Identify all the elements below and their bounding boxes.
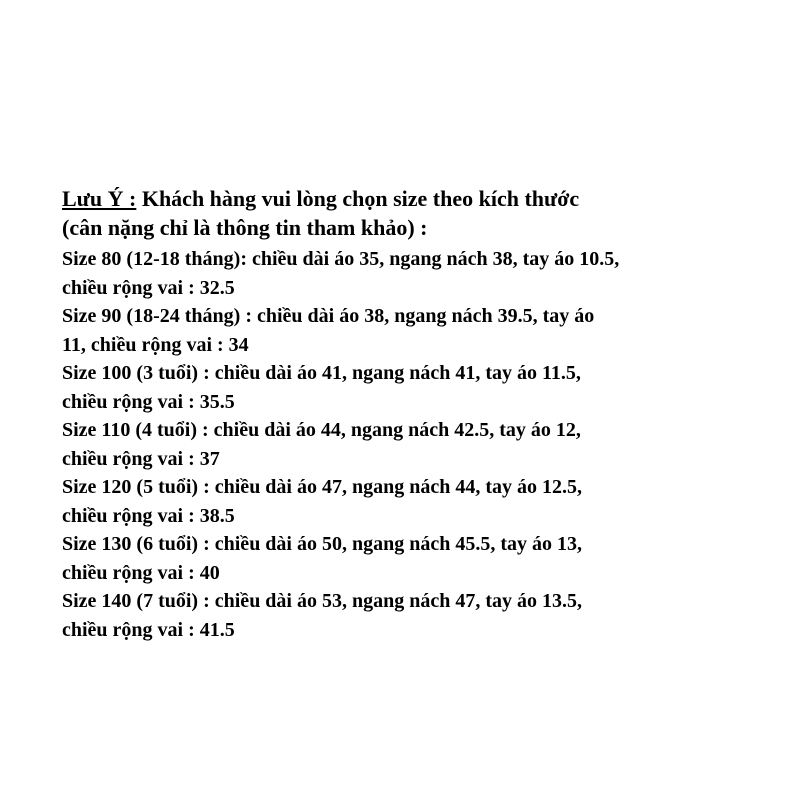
size-entry-line: chiều rộng vai : 38.5 bbox=[62, 504, 235, 527]
size-entry-110 bbox=[62, 416, 762, 473]
size-entry-line: Size 100 (3 tuổi) : chiều dài áo 41, ngang nách 41, tay áo 11.5, bbox=[62, 362, 581, 384]
size-entry-line: Size 110 (4 tuổi) : chiều dài áo 44, ngang nách 42.5, tay áo 12, bbox=[62, 419, 581, 441]
size-list bbox=[62, 245, 762, 644]
size-entry-line: chiều rộng vai : 40 bbox=[62, 561, 220, 584]
note-heading bbox=[62, 184, 762, 242]
note-line-1 bbox=[62, 184, 762, 213]
size-entry-line: Size 130 (6 tuổi) : chiều dài áo 50, ngang nách 45.5, tay áo 13, bbox=[62, 533, 583, 555]
size-entry-line: Size 90 (18-24 tháng) : chiều dài áo 38, ngang nách 39.5, tay áo bbox=[62, 305, 595, 327]
size-entry-line: chiều rộng vai : 35.5 bbox=[62, 390, 235, 413]
size-entry-line: chiều rộng vai : 37 bbox=[62, 447, 220, 470]
size-entry-line: chiều rộng vai : 32.5 bbox=[62, 276, 235, 299]
note-instruction: Khách hàng vui lòng chọn size theo kích thước bbox=[136, 186, 580, 211]
note-label: Lưu Ý : bbox=[62, 186, 137, 211]
size-entry-90 bbox=[62, 302, 762, 359]
note-line-2: (cân nặng chỉ là thông tin tham khảo) : bbox=[62, 215, 428, 240]
size-entry-line: Size 80 (12-18 tháng): chiều dài áo 35, ngang nách 38, tay áo 10.5, bbox=[62, 248, 620, 270]
size-guide-document bbox=[62, 184, 762, 644]
size-entry-140 bbox=[62, 587, 762, 644]
size-entry-80 bbox=[62, 245, 762, 302]
size-entry-130 bbox=[62, 530, 762, 587]
size-entry-line: 11, chiều rộng vai : 34 bbox=[62, 333, 249, 356]
size-entry-100 bbox=[62, 359, 762, 416]
size-entry-line: Size 120 (5 tuổi) : chiều dài áo 47, ngang nách 44, tay áo 12.5, bbox=[62, 476, 583, 498]
size-entry-line: Size 140 (7 tuổi) : chiều dài áo 53, ngang nách 47, tay áo 13.5, bbox=[62, 590, 583, 612]
size-entry-120 bbox=[62, 473, 762, 530]
size-entry-line: chiều rộng vai : 41.5 bbox=[62, 618, 235, 641]
